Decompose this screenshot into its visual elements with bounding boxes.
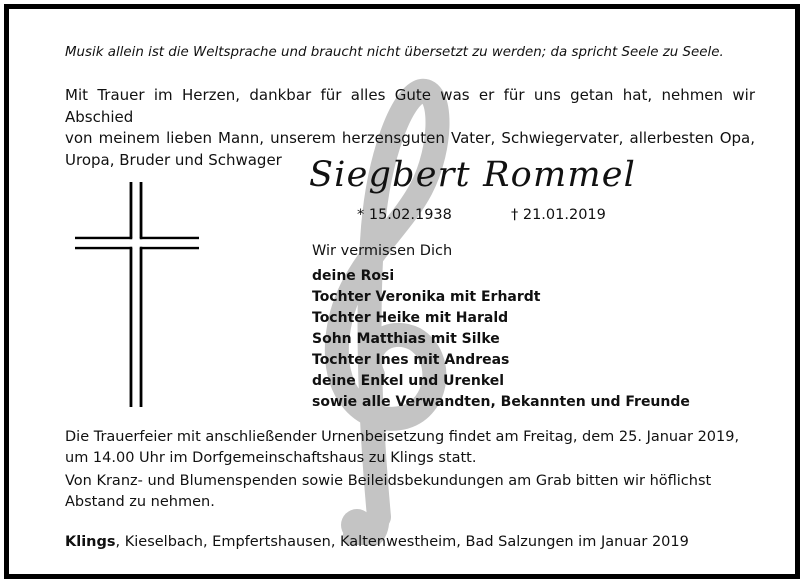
funeral-service-info: [65, 427, 755, 468]
mourner-item: Sohn Matthias mit Silke: [312, 331, 500, 347]
intro-line: Mit Trauer im Herzen, dankbar für alles Gute was er für uns getan hat, nehmen wir Abschied: [65, 86, 755, 126]
intro-line: Uropa, Bruder und Schwager: [65, 150, 282, 169]
intro-line: von meinem lieben Mann, unserem herzensguten Vater, Schwiegervater, allerbesten Opa,: [65, 129, 755, 147]
service-line: um 14.00 Uhr im Dorfgemeinschaftshaus zu Klings statt.: [65, 449, 477, 466]
mourners-list: [312, 266, 690, 413]
flowers-request: [65, 471, 755, 512]
service-line: Die Trauerfeier mit anschließender Urnenbeisetzung findet am Freitag, dem 25. Januar 2019,: [65, 429, 740, 445]
deceased-name: Siegbert Rommel: [309, 155, 637, 195]
motto-quote: Musik allein ist die Weltsprache und braucht nicht übersetzt zu werden; da spricht Seele zu Seele.: [65, 45, 724, 60]
mourner-item: Tochter Ines mit Andreas: [312, 352, 510, 368]
place-main: Klings: [65, 534, 116, 550]
place-rest: , Kieselbach, Empfertshausen, Kaltenwestheim, Bad Salzungen im Januar 2019: [115, 534, 689, 550]
mourner-item: Tochter Heike mit Harald: [312, 310, 509, 326]
mourner-item: sowie alle Verwandten, Bekannten und Freunde: [312, 394, 690, 410]
place-and-date: [65, 534, 689, 550]
mourner-item: deine Enkel und Urenkel: [312, 373, 505, 389]
birth-date: * 15.02.1938: [357, 207, 452, 223]
flowers-line: Von Kranz- und Blumenspenden sowie Beileidsbekundungen am Grab bitten wir höflichst: [65, 473, 712, 489]
death-date: † 21.01.2019: [511, 207, 606, 223]
mourner-item: deine Rosi: [312, 268, 395, 284]
obituary-notice: [4, 4, 800, 579]
flowers-line: Abstand zu nehmen.: [65, 493, 215, 510]
mourner-item: Tochter Veronika mit Erhardt: [312, 289, 541, 305]
cross-icon: [75, 182, 205, 407]
miss-text: Wir vermissen Dich: [312, 243, 453, 259]
